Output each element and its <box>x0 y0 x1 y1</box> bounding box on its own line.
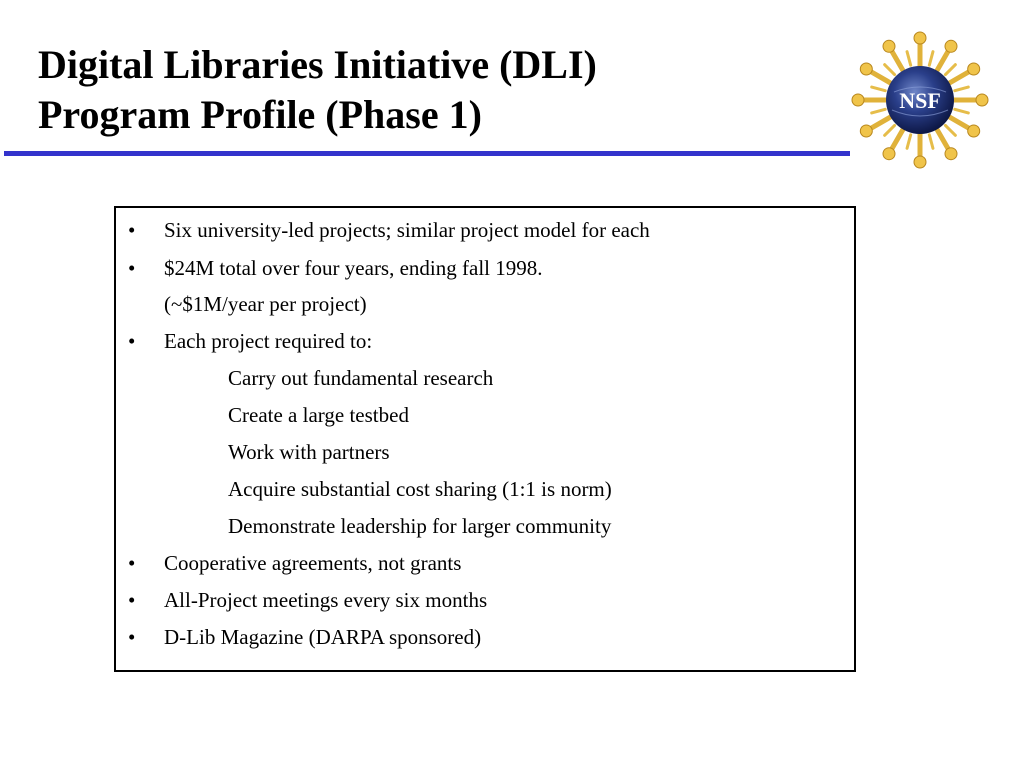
bullet-list-box <box>114 206 856 672</box>
title-underline-rule <box>4 151 850 156</box>
title-line-1: Digital Libraries Initiative (DLI) <box>38 42 597 87</box>
bullet-marker: • <box>128 625 136 649</box>
sun-ray-minor <box>872 87 886 91</box>
sun-ray-tip <box>945 148 957 160</box>
title-line-2: Program Profile (Phase 1) <box>38 92 482 137</box>
bullet-item: All-Project meetings every six months <box>164 588 488 612</box>
sub-item: Demonstrate leadership for larger community <box>228 514 612 538</box>
sun-ray-minor <box>955 87 969 91</box>
sun-ray-tip <box>914 32 926 44</box>
sun-ray-tip <box>914 156 926 168</box>
logo-text: NSF <box>899 88 941 113</box>
sun-ray-tip <box>883 148 895 160</box>
sun-ray-minor <box>885 125 895 135</box>
sub-item: Create a large testbed <box>228 403 409 427</box>
sun-ray-minor <box>872 109 886 113</box>
bullet-item: $24M total over four years, ending fall 1998. <box>164 256 543 280</box>
sub-item: Work with partners <box>228 440 390 464</box>
bullet-marker: • <box>128 256 136 280</box>
sun-ray-tip <box>852 94 864 106</box>
sun-ray-tip <box>883 40 895 52</box>
sun-ray-minor <box>885 65 895 75</box>
bullet-item: D-Lib Magazine (DARPA sponsored) <box>164 625 482 649</box>
sun-ray-tip <box>860 125 872 137</box>
sun-ray-tip <box>860 63 872 75</box>
bullet-item: Each project required to: <box>164 329 373 353</box>
sun-ray-tip <box>968 63 980 75</box>
sun-ray-minor <box>955 109 969 113</box>
nsf-logo <box>846 26 994 174</box>
bullet-marker: • <box>128 218 136 242</box>
sub-item: Carry out fundamental research <box>228 366 494 390</box>
sun-ray-minor <box>945 125 955 135</box>
sun-ray-tip <box>976 94 988 106</box>
sub-item: Acquire substantial cost sharing (1:1 is norm) <box>228 477 612 501</box>
sun-ray-minor <box>945 65 955 75</box>
slide-title <box>38 40 597 140</box>
sun-ray-tip <box>968 125 980 137</box>
bullet-marker: • <box>128 329 136 353</box>
bullet-marker: • <box>128 588 136 612</box>
sun-ray-minor <box>929 135 933 149</box>
sun-ray-minor <box>929 52 933 66</box>
bullet-item: Six university-led projects; similar project model for each <box>164 218 650 242</box>
bullet-continuation: (~$1M/year per project) <box>164 292 367 316</box>
sun-ray-minor <box>907 52 911 66</box>
bullet-marker: • <box>128 551 136 575</box>
sun-ray-minor <box>907 135 911 149</box>
sun-ray-tip <box>945 40 957 52</box>
bullet-item: Cooperative agreements, not grants <box>164 551 462 575</box>
